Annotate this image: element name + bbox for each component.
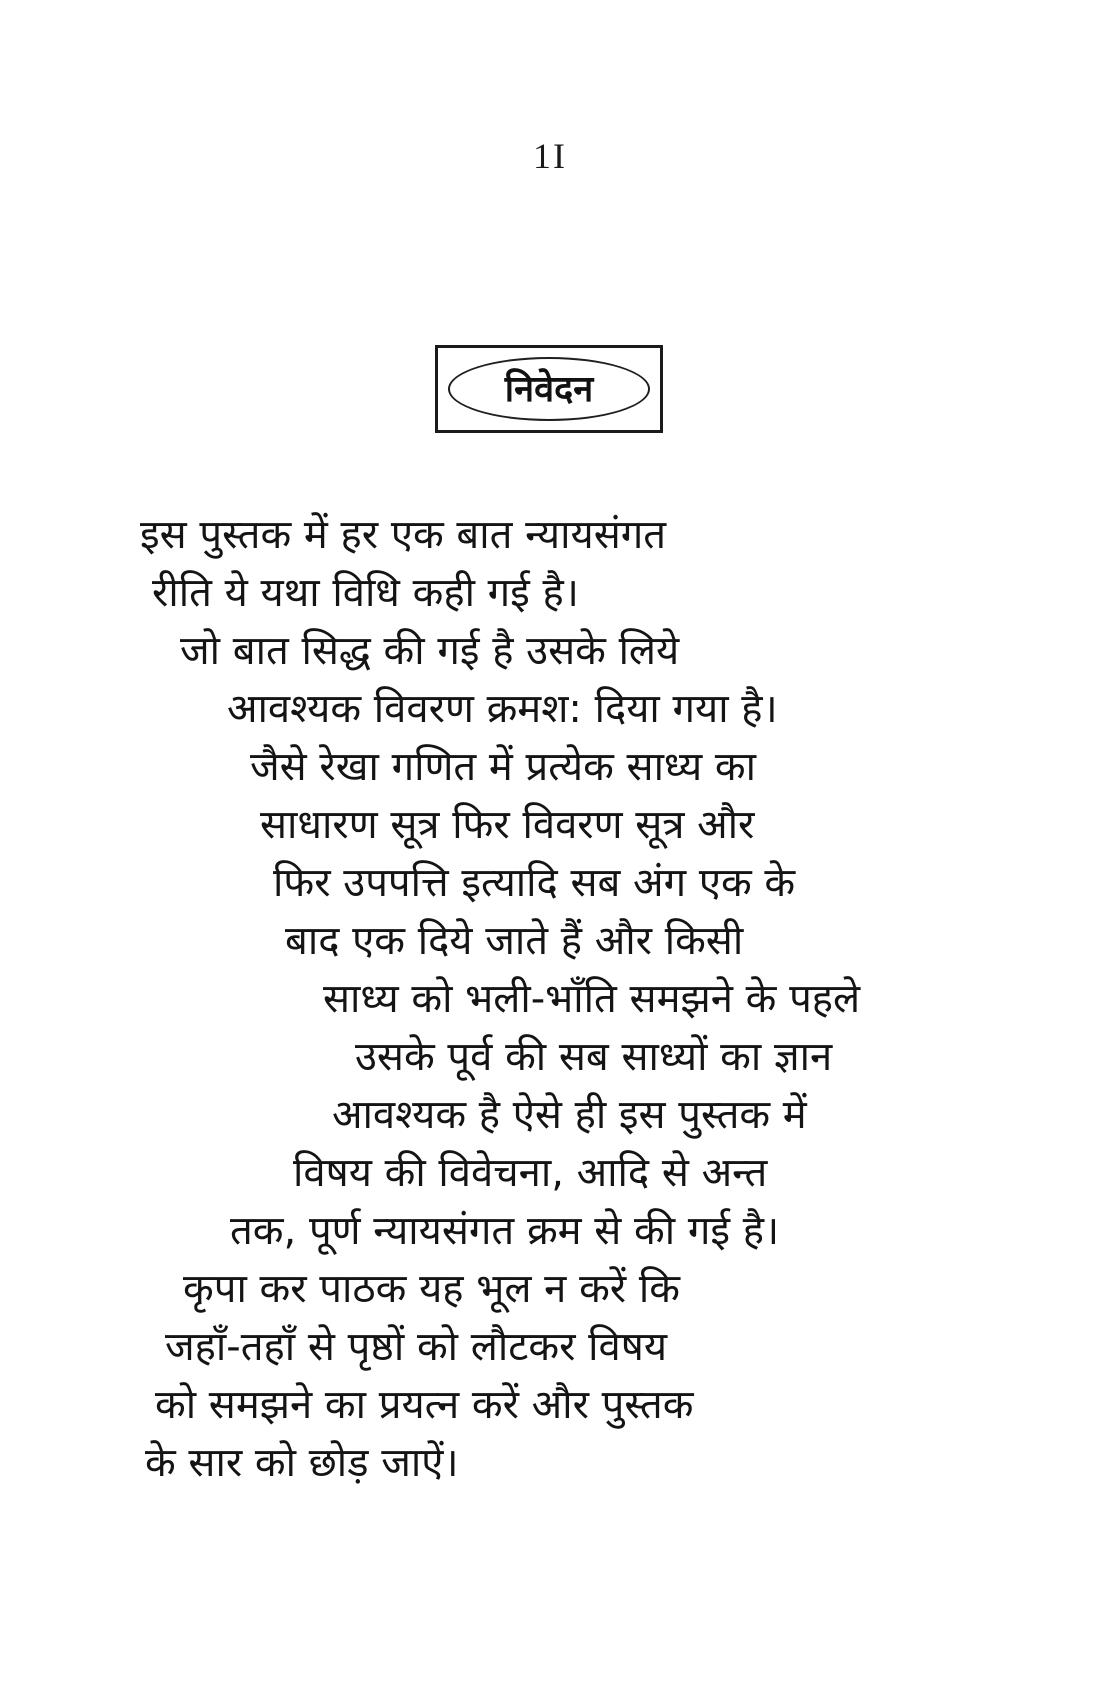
poem-line: फिर उपपत्ति इत्यादि सब अंग एक के — [273, 860, 796, 906]
poem-line: विषय की विवेचना, आदि से अन्त — [293, 1150, 768, 1196]
poem-line: बाद एक दिये जाते हैं और किसी — [285, 918, 744, 964]
poem-line: उसके पूर्व की सब साध्यों का ज्ञान — [355, 1034, 833, 1080]
poem-lines — [0, 506, 1100, 1492]
poem-line: को समझने का प्रयत्न करें और पुस्तक — [155, 1382, 694, 1428]
poem-line: कृपा कर पाठक यह भूल न करें कि — [183, 1266, 680, 1312]
page-number: 1I — [533, 136, 567, 176]
poem-line: जो बात सिद्ध की गई है उसके लिये — [180, 628, 680, 674]
poem-line: रीति ये यथा विधि कही गई है। — [152, 570, 579, 616]
poem-line: साधारण सूत्र फिर विवरण सूत्र और — [260, 802, 755, 848]
poem-line: आवश्यक है ऐसे ही इस पुस्तक में — [332, 1092, 807, 1138]
poem-line: जैसे रेखा गणित में प्रत्येक साध्य का — [250, 744, 756, 790]
poem-line: इस पुस्तक में हर एक बात न्यायसंगत — [140, 512, 667, 558]
section-title: निवेदन — [504, 369, 594, 410]
poem-line: के सार को छोड़ जाऐं। — [145, 1440, 459, 1486]
poem-line: जहाँ-तहाँ से पृष्ठों को लौटकर विषय — [165, 1324, 668, 1370]
poem-line: साध्य को भली-भाँति समझने के पहले — [323, 976, 861, 1022]
poem-line: आवश्यक विवरण क्रमश: दिया गया है। — [227, 686, 778, 732]
title-box — [435, 345, 663, 433]
poem-line: तक, पूर्ण न्यायसंगत क्रम से की गई है। — [230, 1208, 780, 1254]
title-ellipse — [448, 357, 650, 421]
